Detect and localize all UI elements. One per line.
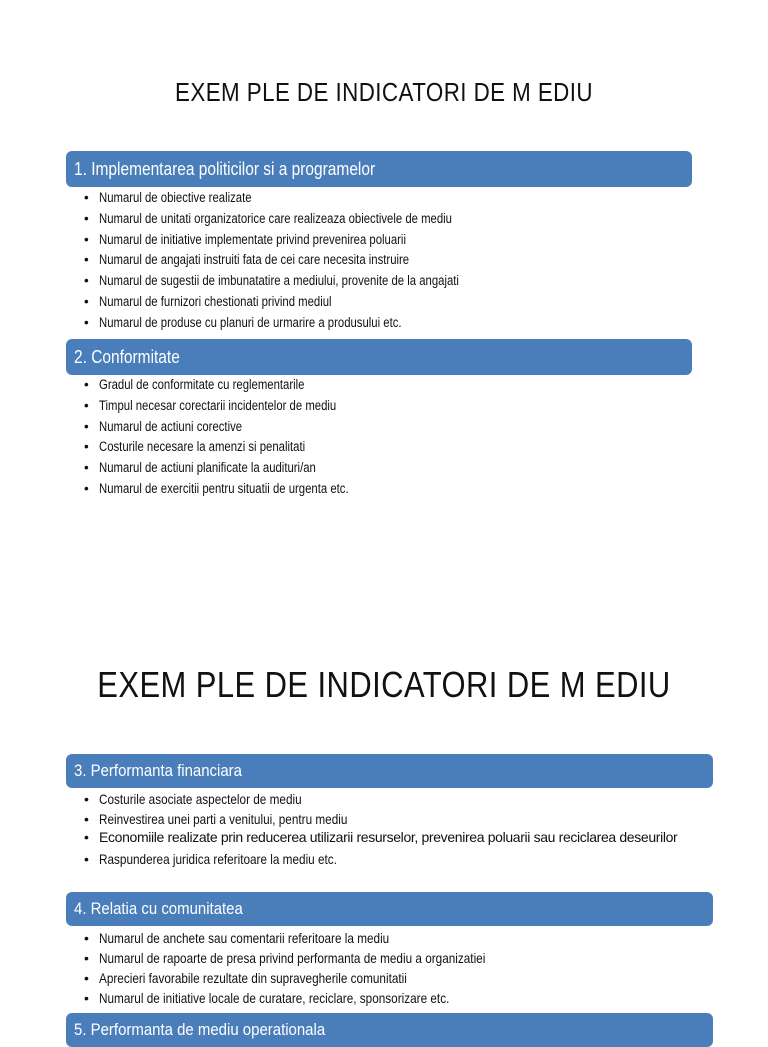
list-item: • Costurile necesare la amenzi si penalitati [84, 437, 396, 458]
bullet-list-relatia-comunitatea [84, 928, 559, 1008]
slide-2-title: EXEM PLE DE INDICATORI DE M EDIU [97, 664, 671, 705]
section-header-conformitate [66, 339, 692, 375]
slide-1-title: EXEM PLE DE INDICATORI DE M EDIU [175, 77, 593, 107]
list-item: • Gradul de conformitate cu reglementarile [84, 375, 396, 396]
section-header-relatia-comunitatea [66, 892, 713, 926]
bullet-list-conformitate [84, 375, 396, 500]
list-item: • Numarul de initiative locale de curatare, reciclare, sponsorizare etc. [84, 988, 559, 1008]
list-item: • Raspunderea juridica referitoare la mediu etc. [84, 849, 749, 869]
list-item: • Timpul necesar corectarii incidentelor de mediu [84, 396, 396, 417]
section-header-implementare [66, 151, 692, 187]
bullet-list-performanta-financiara [84, 789, 749, 869]
section-header-performanta-financiara [66, 754, 713, 788]
section-header-label: 3. Performanta financiara [74, 761, 242, 780]
list-item: • Numarul de exercitii pentru situatii de urgenta etc. [84, 479, 396, 500]
section-header-label: 5. Performanta de mediu operationala [74, 1020, 326, 1039]
list-item: • Numarul de sugestii de imbunatatire a mediului, provenite de la angajati [84, 271, 528, 292]
section-header-performanta-operationala [66, 1013, 713, 1047]
section-header-label: 2. Conformitate [74, 346, 180, 367]
list-item: • Aprecieri favorabile rezultate din supravegherile comunitatii [84, 968, 559, 988]
list-item: • Numarul de actiuni planificate la audituri/an [84, 458, 396, 479]
section-header-label: 4. Relatia cu comunitatea [74, 899, 243, 918]
section-header-label: 1. Implementarea politicilor si a programelor [74, 158, 376, 179]
list-item: • Numarul de produse cu planuri de urmarire a produsului etc. [84, 313, 528, 334]
bullet-list-implementare [84, 188, 528, 334]
list-item: • Numarul de unitati organizatorice care realizeaza obiectivele de mediu [84, 209, 528, 230]
list-item: • Numarul de furnizori chestionati privind mediul [84, 292, 528, 313]
list-item: • Reinvestirea unei parti a venitului, pentru mediu [84, 809, 749, 829]
list-item: • Economiile realizate prin reducerea utilizarii resurselor, prevenirea poluarii sau reciclarea deseurilor [84, 829, 749, 845]
list-item: • Numarul de anchete sau comentarii referitoare la mediu [84, 928, 559, 948]
list-item: • Numarul de angajati instruiti fata de cei care necesita instruire [84, 250, 528, 271]
list-item: • Costurile asociate aspectelor de mediu [84, 789, 749, 809]
list-item: • Numarul de actiuni corective [84, 417, 396, 438]
list-item: • Numarul de obiective realizate [84, 188, 528, 209]
list-item: • Numarul de rapoarte de presa privind performanta de mediu a organizatiei [84, 948, 559, 968]
list-item: • Numarul de initiative implementate privind prevenirea poluarii [84, 230, 528, 251]
